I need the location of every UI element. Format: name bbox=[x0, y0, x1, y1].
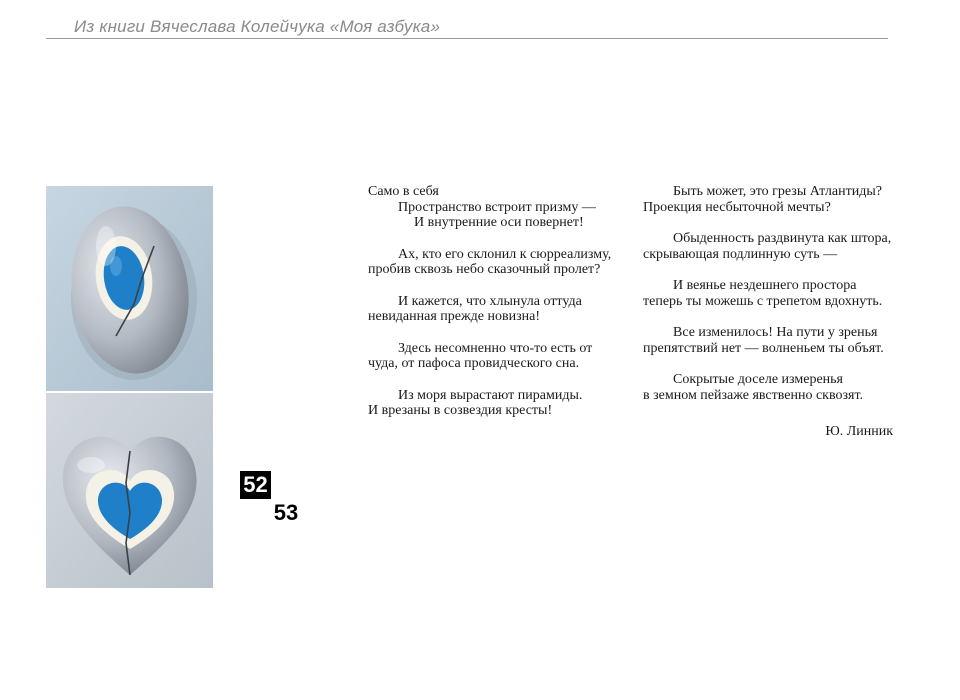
poem-author: Ю. Линник bbox=[825, 424, 893, 439]
poem-line: теперь ты можешь с трепетом вдохнуть. bbox=[643, 293, 883, 309]
stanza bbox=[643, 184, 893, 215]
page-number-left: 52 bbox=[240, 471, 271, 499]
stanza bbox=[643, 278, 893, 309]
poem-line: Все изменилось! На пути у зренья bbox=[673, 325, 878, 340]
poem-line: невиданная прежде новизна! bbox=[368, 309, 540, 324]
stanza bbox=[368, 247, 618, 278]
poem-line: Здесь несомненно что-то есть от bbox=[398, 340, 593, 356]
poem-line: препятствий нет — волненьем ты объят. bbox=[643, 340, 884, 356]
stanza bbox=[368, 388, 618, 419]
poem-line: И кажется, что хлынула оттуда bbox=[398, 293, 582, 309]
poem-line: скрывающая подлинную суть — bbox=[643, 246, 838, 262]
poem-line: Сокрытые доселе измеренья bbox=[673, 372, 843, 387]
stanza bbox=[643, 372, 893, 403]
stanza bbox=[643, 231, 893, 262]
stanza bbox=[368, 184, 618, 231]
poem-column-left bbox=[368, 184, 618, 435]
poem-line: И врезаны в созвездия кресты! bbox=[368, 403, 553, 418]
poem-line: Проекция несбыточной мечты? bbox=[643, 199, 831, 215]
stanza bbox=[643, 325, 893, 356]
poem-line: Само в себя bbox=[368, 184, 439, 199]
poem-line: в земном пейзаже явственно сквозят. bbox=[643, 387, 864, 403]
stanza bbox=[368, 341, 618, 372]
poem-line: Из моря вырастают пирамиды. bbox=[398, 387, 583, 403]
poem-line: Быть может, это грезы Атлантиды? bbox=[673, 184, 882, 199]
header-rule bbox=[46, 38, 888, 39]
poem-line: Обыденность раздвинута как штора, bbox=[673, 231, 892, 246]
stanza bbox=[368, 294, 618, 325]
poem-line: И веянье нездешнего простора bbox=[673, 278, 857, 293]
page-number-right: 53 bbox=[273, 500, 299, 525]
running-head: Из книги Вячеслава Колейчука «Моя азбука» bbox=[74, 17, 441, 36]
poem-line: Ах, кто его склонил к сюрреализму, bbox=[398, 246, 612, 262]
poem-line: чуда, от пафоса провидческого сна. bbox=[368, 356, 580, 371]
poem-line: И внутренние оси повернет! bbox=[414, 215, 584, 230]
heart-stone-photo bbox=[46, 393, 213, 588]
poem-column-right bbox=[643, 184, 893, 419]
poem-line: пробив сквозь небо сказочный пролет? bbox=[368, 262, 601, 277]
oval-stone-photo bbox=[46, 186, 213, 391]
poem-line: Пространство встроит призму — bbox=[398, 199, 596, 215]
